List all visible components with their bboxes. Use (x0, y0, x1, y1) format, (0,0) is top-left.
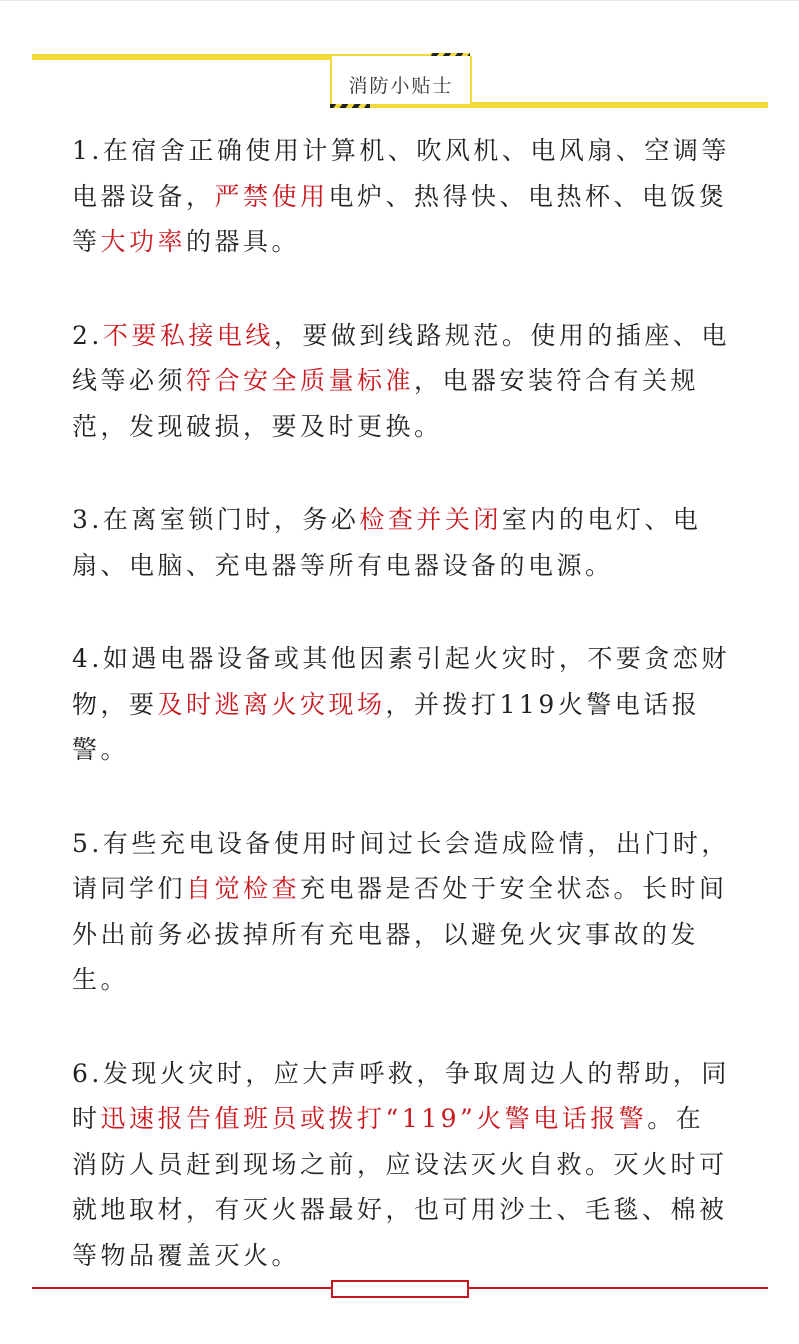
highlighted-text: 自觉检查 (186, 874, 301, 903)
tip-text: 4.如遇电器设备或其他因素引起火灾时，不要贪恋财物，要 (72, 644, 730, 719)
footer-rule-left (32, 1287, 332, 1289)
tip-paragraph (72, 497, 732, 588)
tip-text: ，要做到线路规范。使用的插座、电线等必须 (72, 320, 730, 395)
tip-paragraph (72, 821, 732, 1003)
top-divider (0, 0, 799, 1)
tip-text: 6.发现火灾时，应大声呼救，争取周边人的帮助，同时 (72, 1058, 730, 1133)
tip-text: 3.在离室锁门时，务必 (72, 505, 360, 534)
highlighted-text: 大功率 (100, 227, 187, 256)
tip-text: ，并拨打119火警电话报警。 (72, 689, 701, 764)
tip-paragraph (72, 1051, 732, 1279)
tip-text: 2. (72, 320, 103, 350)
footer-divider (0, 1278, 799, 1298)
highlighted-text: 及时逃离火灾现场 (157, 689, 386, 719)
tip-text: 充电器是否处于安全状态。长时间外出前务必拔掉所有充电器，以避免火灾事故的发生。 (72, 874, 728, 994)
highlighted-text: 不要私接电线 (102, 320, 274, 350)
footer-rule-right (468, 1287, 768, 1289)
highlighted-text: 符合安全质量标准 (186, 366, 415, 395)
highlighted-text: 迅速报告值班员或拨打“119”火警电话报警 (100, 1104, 648, 1133)
tip-text: 室内的电灯、电扇、电脑、充电器等所有电器设备的电源。 (72, 505, 702, 580)
page-title: 消防小贴士 (348, 75, 454, 97)
tip-text: 。在消防人员赶到现场之前，应设法灭火自救。灭火时可就地取材，有灭火器最好，也可用沙土、毛毯、棉被等物品覆盖灭火。 (72, 1104, 728, 1270)
section-header (0, 48, 799, 110)
tip-text: ，电器安装符合有关规范，发现破损，要及时更换。 (72, 366, 700, 441)
highlighted-text: 检查并关闭 (359, 505, 502, 534)
tip-text: 的器具。 (186, 227, 301, 256)
tip-text: 1.在宿舍正确使用计算机、吹风机、电风扇、空调等电器设备， (72, 136, 730, 211)
tip-text: 电炉、热得快、电热杯、电饭煲等 (72, 181, 728, 256)
tip-paragraph (72, 128, 732, 265)
tip-text: 5.有些充电设备使用时间过长会造成险情，出门时，请同学们 (72, 828, 730, 903)
footer-center-box (331, 1280, 469, 1298)
tip-paragraph (72, 313, 732, 450)
tip-paragraph (72, 636, 732, 773)
header-title-box (330, 56, 472, 104)
highlighted-text: 严禁使用 (214, 181, 329, 211)
tips-list (72, 128, 732, 1326)
